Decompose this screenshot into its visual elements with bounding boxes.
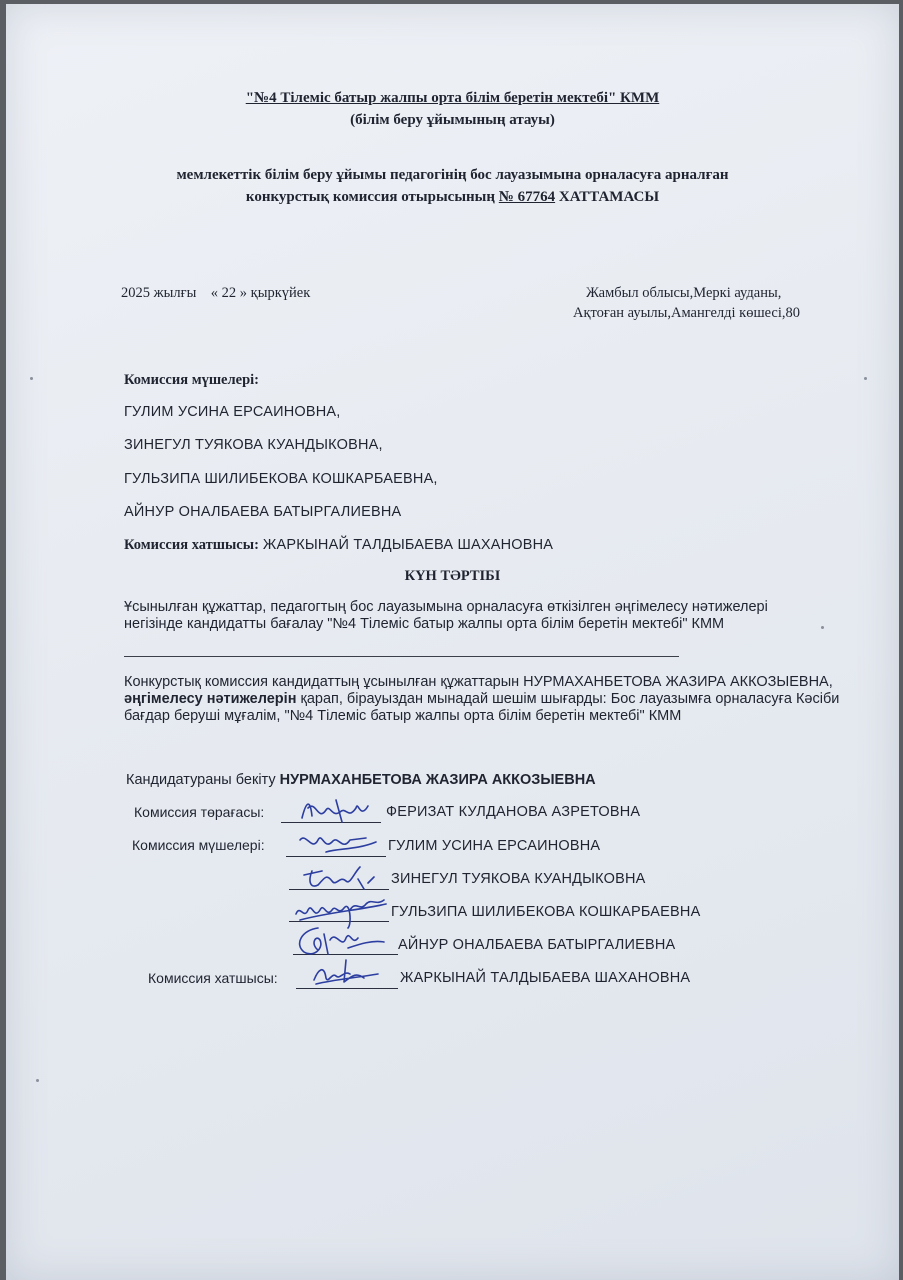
- protocol-subtitle-line1: мемлекеттік білім беру ұйымы педагогінің бос лауазымына орналасуға арналған: [176, 167, 729, 183]
- member-3: ГУЛЬЗИПА ШИЛИБЕКОВА КОШКАРБАЕВНА,: [124, 471, 438, 487]
- commission-secretary: Комиссия хатшысы: ЖАРКЫНАЙ ТАЛДЫБАЕВА ШАХАНОВНА: [124, 537, 554, 553]
- member-4: АЙНУР ОНАЛБАЕВА БАТЫРГАЛИЕВНА: [124, 504, 402, 520]
- signature-member-2: ЗИНЕГУЛ ТУЯКОВА КУАНДЫКОВНА: [391, 871, 646, 887]
- chair-signature-icon: [296, 792, 386, 828]
- decision-text: Конкурстық комиссия кандидаттың ұсынылған құжаттарын НУРМАХАНБЕТОВА ЖАЗИРА АККОЗЫЕВНА, әңгімелесу нәтижелерін қарап, бірауыздан мынадай шешім шығарды: Бос лауазымға орналасуға Кәсіби бағдар беруші мұғалім, "№4 Тілеміс батыр жалпы орта білім беретін мектебі" КММ: [124, 674, 840, 724]
- candidate-name: НУРМАХАНБЕТОВА ЖАЗИРА АККОЗЫЕВНА: [279, 772, 596, 788]
- agenda-divider: [124, 656, 679, 657]
- location-line1: Жамбыл облысы,Меркі ауданы,: [586, 285, 782, 301]
- document-page: [6, 4, 899, 1280]
- protocol-date: 2025 жылғы « 22 » қыркүйек: [121, 285, 311, 301]
- signature-secretary-label: Комиссия хатшысы:: [148, 970, 278, 986]
- protocol-number: № 67764: [498, 189, 556, 205]
- member-1: ГУЛИМ УСИНА ЕРСАИНОВНА,: [124, 404, 341, 420]
- member-2: ЗИНЕГУЛ ТУЯКОВА КУАНДЫКОВНА,: [124, 437, 383, 453]
- signature-secretary-name: ЖАРКЫНАЙ ТАЛДЫБАЕВА ШАХАНОВНА: [400, 970, 691, 986]
- paper-speck: [30, 377, 33, 380]
- agenda-heading: КҮН ТӘРТІБІ: [404, 568, 501, 584]
- paper-speck: [821, 626, 824, 629]
- chair-label: Комиссия төрағасы:: [134, 804, 265, 820]
- signature-members-label: Комиссия мүшелері:: [132, 837, 265, 853]
- agenda-text: Ұсынылған құжаттар, педагогтың бос лауазымына орналасуға өткізілген әңгімелесу нәтижелері негізінде кандидатты бағалау "№4 Тілеміс батыр жалпы орта білім беретін мектебі" КММ: [124, 599, 768, 632]
- member1-signature-icon: [296, 828, 386, 860]
- signature-member-3: ГУЛЬЗИПА ШИЛИБЕКОВА КОШКАРБАЕВНА: [391, 904, 701, 920]
- signature-member-4: АЙНУР ОНАЛБАЕВА БАТЫРГАЛИЕВНА: [398, 937, 676, 953]
- candidate-approval: Кандидатураны бекіту НУРМАХАНБЕТОВА ЖАЗИРА АККОЗЫЕВНА: [126, 772, 596, 788]
- protocol-subtitle-line2: конкурстық комиссия отырысының № 67764 ХАТТАМАСЫ: [245, 189, 660, 205]
- location-line2: Ақтоған ауылы,Амангелді көшесі,80: [573, 305, 801, 321]
- secretary-signature-icon: [306, 954, 386, 990]
- org-caption: (білім беру ұйымының атауы): [350, 112, 555, 128]
- chair-name: ФЕРИЗАТ КУЛДАНОВА АЗРЕТОВНА: [386, 804, 641, 820]
- commission-members-label: Комиссия мүшелері:: [124, 372, 259, 388]
- paper-speck: [36, 1079, 39, 1082]
- org-name: "№4 Тілеміс батыр жалпы орта білім беретін мектебі" КММ: [245, 90, 660, 106]
- paper-speck: [864, 377, 867, 380]
- signature-member-1: ГУЛИМ УСИНА ЕРСАИНОВНА: [388, 838, 601, 854]
